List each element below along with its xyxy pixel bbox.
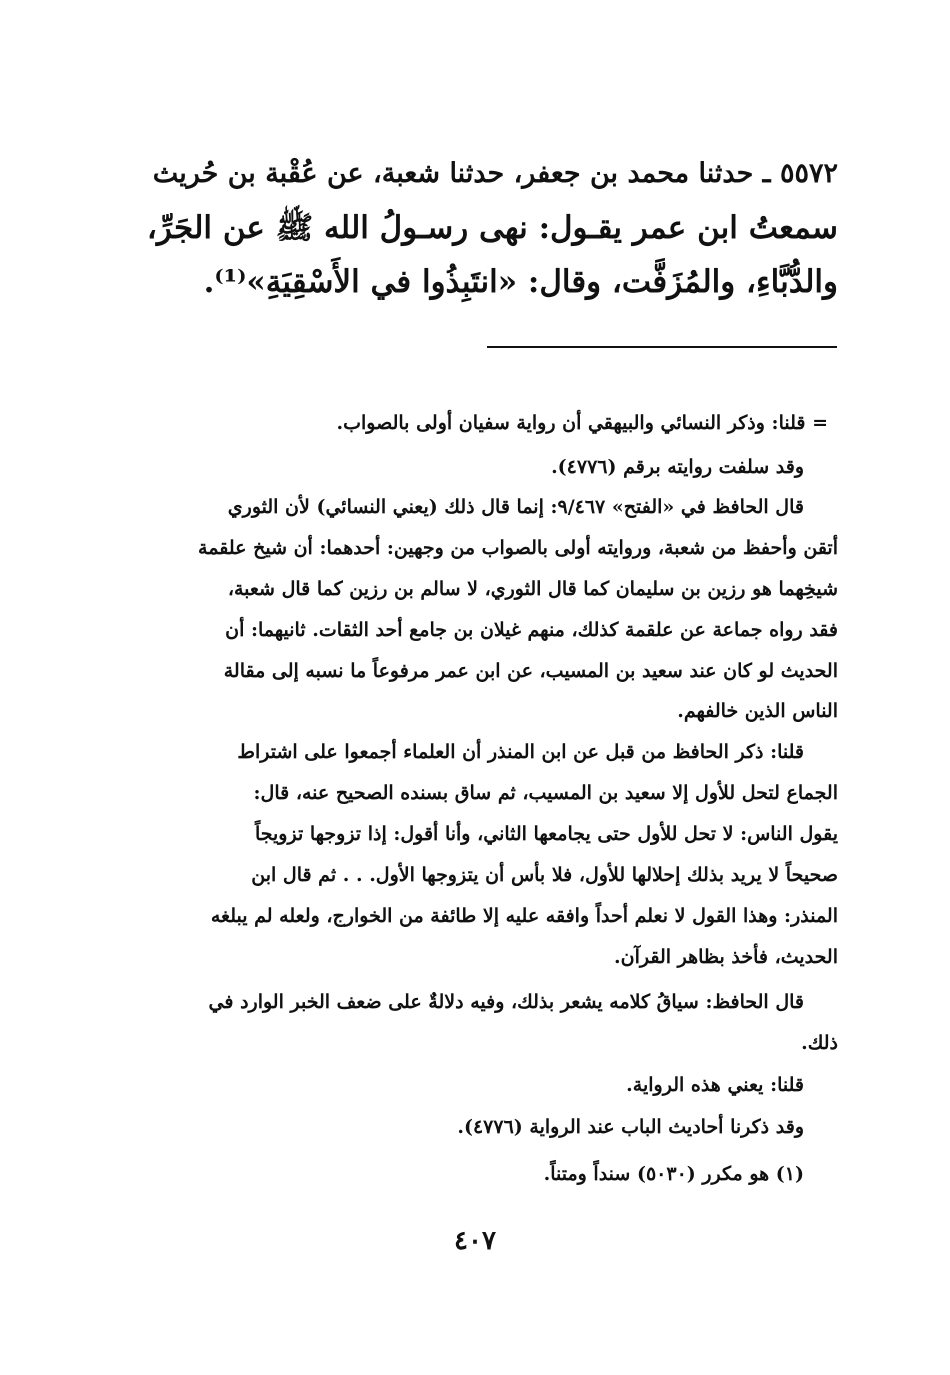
footnote-1: (١) هو مكرر (٥٠٣٠) سنداً ومتناً. bbox=[543, 1163, 804, 1185]
footnote-line: قال الحافظ في «الفتح» ٩/٤٦٧: إنما قال ذلك (يعني النسائي) لأن الثوري bbox=[227, 496, 804, 518]
footnote-line: = قلنا: وذكر النسائي والبيهقي أن رواية سفيان أولى بالصواب. bbox=[336, 412, 828, 434]
footnote-line: شيخِهما هو رزين بن سليمان كما قال الثوري، لا سالم بن رزين كما قال شعبة، bbox=[227, 578, 838, 600]
footnote-line: الحديث لو كان عند سعيد بن المسيب، عن ابن عمر مرفوعاً ما نسبه إلى مقالة bbox=[223, 660, 838, 682]
hadith-line-3: والدُّبَّاءِ، والمُزَفَّت، وقال: «انتَبِذُوا في الأَسْقِيَةِ»⁽¹⁾. bbox=[203, 264, 838, 300]
hadith-line-2: سمعتُ ابن عمر يقـول: نهى رسـولُ الله ﷺ عن الجَرِّ، bbox=[146, 210, 838, 246]
footnote-line: المنذر: وهذا القول لا نعلم أحداً وافقه عليه إلا طائفة من الخوارج، ولعله لم يبلغه bbox=[210, 905, 838, 927]
footnote-line: يقول الناس: لا تحل للأول حتى يجامعها الثاني، وأنا أقول: إذا تزوجها تزويجاً bbox=[254, 823, 838, 845]
footnote-line: فقد رواه جماعة عن علقمة كذلك، منهم غيلان بن جامع أحد الثقات. ثانيهما: أن bbox=[225, 619, 838, 641]
hadith-line-1: ٥٥٧٢ ـ حدثنا محمد بن جعفر، حدثنا شعبة، عن عُقْبة بن حُريث bbox=[152, 158, 838, 189]
footnote-separator bbox=[487, 346, 837, 348]
footnote-line: الناس الذين خالفهم. bbox=[677, 700, 838, 722]
footnote-line: قلنا: يعني هذه الرواية. bbox=[626, 1074, 804, 1096]
footnote-line: صحيحاً لا يريد بذلك إحلالها للأول، فلا بأس أن يتزوجها الأول. . . ثم قال ابن bbox=[251, 864, 838, 886]
footnote-line: وقد ذكرنا أحاديث الباب عند الرواية (٤٧٧٦). bbox=[457, 1116, 804, 1138]
footnote-line: وقد سلفت روايته برقم (٤٧٧٦). bbox=[551, 456, 804, 478]
footnote-line: قلنا: ذكر الحافظ من قبل عن ابن المنذر أن العلماء أجمعوا على اشتراط bbox=[237, 741, 804, 763]
footnote-line: قال الحافظ: سياقُ كلامه يشعر بذلك، وفيه دلالةٌ على ضعف الخبر الوارد في bbox=[208, 991, 804, 1013]
footnote-line: الحديث، فأخذ بظاهر القرآن. bbox=[614, 946, 838, 968]
footnote-line: ذلك. bbox=[801, 1032, 838, 1054]
page-number: ٤٠٧ bbox=[454, 1226, 496, 1256]
footnote-line: الجماع لتحل للأول إلا سعيد بن المسيب، ثم ساق بسنده الصحيح عنه، قال: bbox=[253, 782, 838, 804]
footnote-line: أتقن وأحفظ من شعبة، وروايته أولى بالصواب من وجهين: أحدهما: أن شيخ علقمة bbox=[198, 537, 838, 559]
